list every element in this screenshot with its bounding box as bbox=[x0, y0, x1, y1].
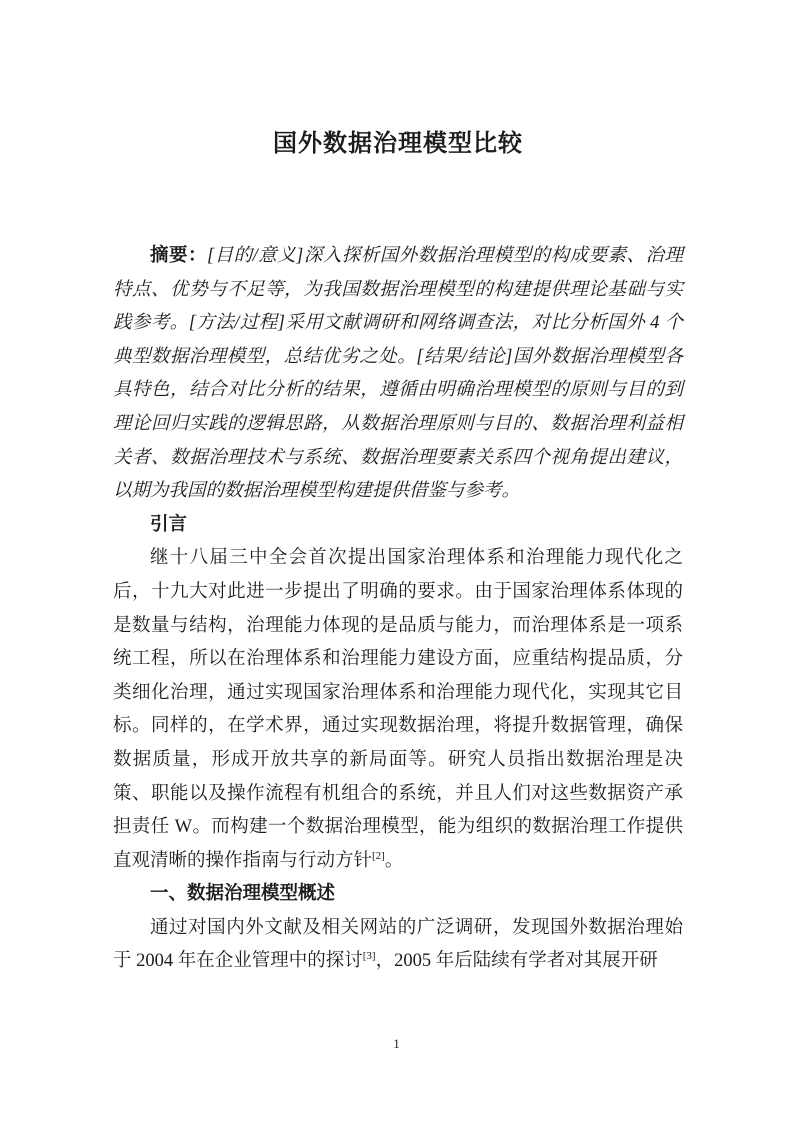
citation-ref: [3] bbox=[362, 950, 376, 963]
text-run: 继十八届三中全会首次提出国家治理体系和治理能力现代化之后，十九大对此进一步提出了明确的要求。由于国家治理体系体现的是数量与结构，治理能力体现的是品质与能力，而治理体系是一项系统工程，所以在治理体系和治理能力建设方面，应重结构提品质，分类细化治理，通过实现国家治理体系和治理能力现代化，实现其它目标。同样的，在学术界，通过实现数据治理，将提升数据管理，确保数据质量，形成开放共享的新局面等。研究人员指出数据治理是决策、职能以及操作流程有机组合的系统，并且人们对这些数据资产承担责任 W。而构建一个数据治理模型，能为组织的数据治理工作提供直观清晰的操作指南与行动方针 bbox=[113, 548, 683, 871]
text-run: 。 bbox=[384, 850, 404, 871]
section-heading-introduction: 引言 bbox=[150, 514, 188, 535]
text-run: ，2005 年后陆续有学者对其展开研 bbox=[375, 951, 658, 972]
abstract-paragraph bbox=[113, 240, 683, 509]
abstract-text bbox=[113, 246, 683, 501]
page-content bbox=[113, 127, 683, 979]
model-overview-paragraph bbox=[113, 912, 683, 979]
citation-ref: [2] bbox=[372, 849, 385, 862]
page-number: 1 bbox=[393, 1036, 400, 1051]
page-title: 国外数据治理模型比较 bbox=[273, 131, 523, 157]
introduction-paragraph bbox=[113, 542, 683, 878]
text-run: 通过对国内外文献及相关网站的广泛调研，发现国外数据治理始于 2004 年在企业管理中的探讨 bbox=[113, 917, 683, 972]
section-heading-model-overview: 一、数据治理模型概述 bbox=[150, 884, 336, 905]
text-run: [目的/意义]深入探析国外数据治理模型的构成要素、治理特点、优势与不足等，为我国数据治理模型的构建提供理论基础与实践参考。[方法/过程]采用文献调研和网络调查法，对比分析国外 4 个典型数据治理模型，总结优劣之处。[结果/结论]国外数据治理模型各具特色，结合对比分析的结果，遵循由明确治理模型的原则与目的到理论回归实践的逻辑思路，从数据治理原则与目的、数据治理利益相关者、数据治理技术与系统、数据治理要素关系四个视角提出建议，以期为我国的数据治理模型构建提供借鉴与参考。 bbox=[113, 246, 683, 502]
abstract-label: 摘要： bbox=[150, 246, 207, 266]
